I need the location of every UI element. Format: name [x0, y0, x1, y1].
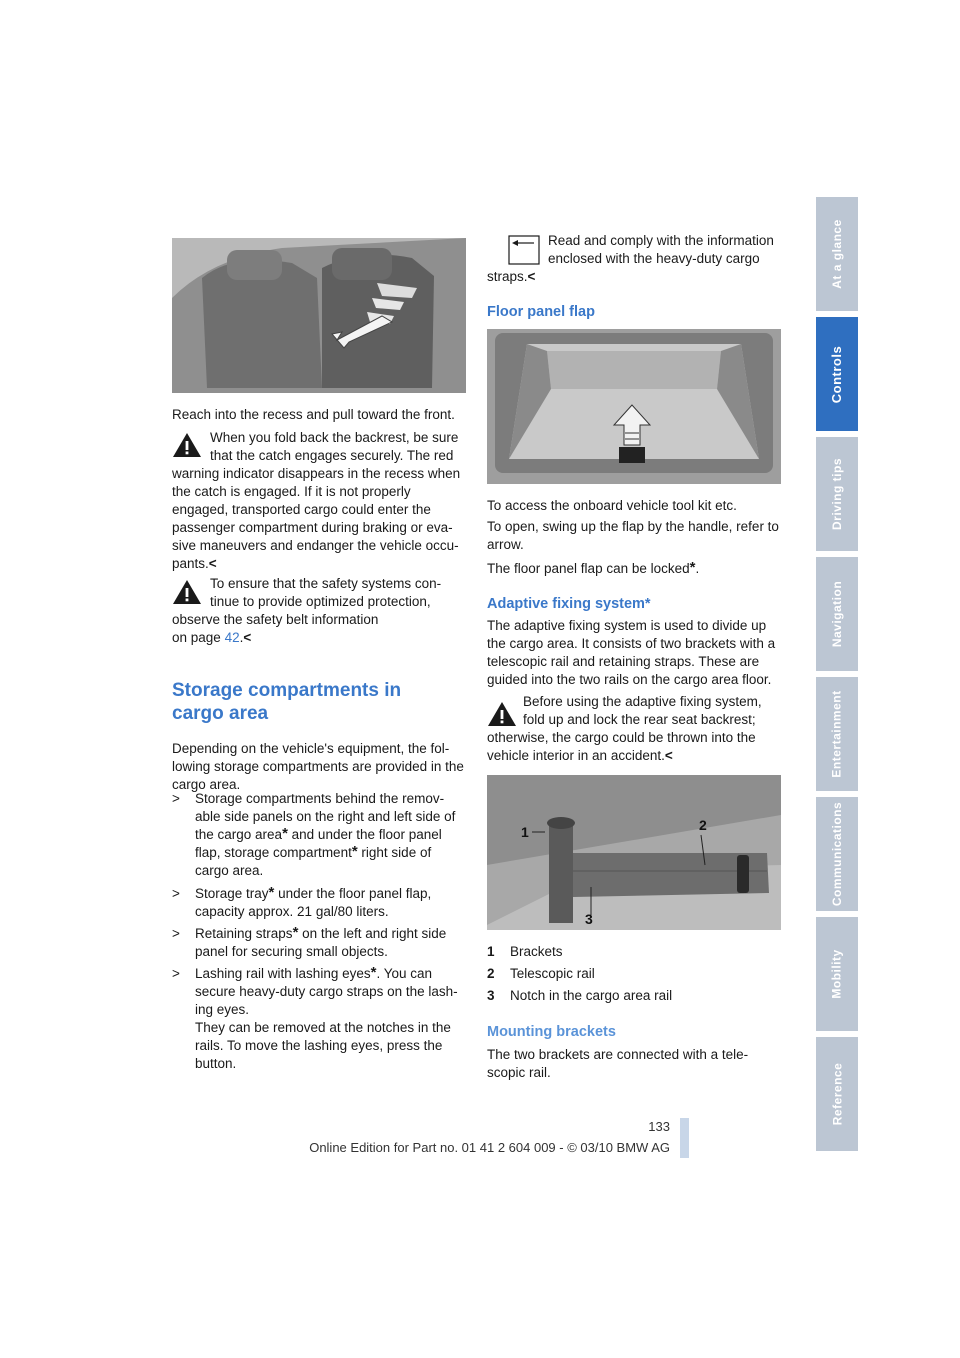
- note-line2: enclosed with the heavy-duty cargo: [548, 251, 760, 266]
- availability-star: *: [689, 559, 696, 576]
- tab-reference[interactable]: [816, 1037, 858, 1154]
- period: .: [239, 630, 244, 645]
- bullet-marker: >: [172, 791, 180, 806]
- tab-label: At a glance: [830, 219, 844, 289]
- tab-label: Navigation: [830, 580, 844, 648]
- list-text-part: . You can secure heavy-duty cargo straps on the lash-ing eyes.: [195, 966, 458, 1017]
- floor-text-3-main: The floor panel flap can be locked: [487, 561, 690, 576]
- list-text-part: Storage compartments behind the remov-able side panels on the right and left side of the cargo area: [195, 791, 456, 842]
- warning3-rest: otherwise, the cargo could be thrown into the vehicle interior in an accident.: [487, 730, 756, 763]
- note-body: [487, 268, 687, 286]
- availability-star: *: [268, 884, 275, 901]
- list-item-text: [195, 965, 462, 1019]
- note-arrow-icon: [508, 235, 540, 265]
- legend-number: 3: [487, 988, 495, 1003]
- tab-controls[interactable]: [816, 317, 858, 434]
- legend-item: [487, 987, 787, 1009]
- floor-panel-title: Floor panel flap: [487, 304, 595, 320]
- mounting-brackets-text: The two brackets are connected with a tele-scopic rail.: [487, 1047, 749, 1080]
- bullet-marker: >: [172, 926, 180, 941]
- list-text-part: Retaining straps: [195, 926, 293, 941]
- end-mark: <: [208, 556, 217, 571]
- list-text-part: right side of cargo area.: [195, 845, 432, 878]
- callout-3: 3: [585, 911, 593, 927]
- tab-driving-tips[interactable]: [816, 437, 858, 554]
- list-item-text: [195, 925, 462, 961]
- warning-triangle-icon: [171, 431, 203, 459]
- warning1-line2: that the catch engages securely. The red: [210, 448, 454, 463]
- legend-label: Brackets: [510, 944, 563, 959]
- warning1-body: [172, 465, 468, 573]
- callout-2: 2: [699, 817, 707, 833]
- warning-triangle-icon: [486, 700, 518, 728]
- tab-label: Mobility: [830, 949, 845, 999]
- rear-seat-photo: [172, 238, 466, 393]
- section-intro: Depending on the vehicle's equipment, the fol-lowing storage compartments are provided in the cargo area.: [172, 741, 464, 792]
- end-mark: <: [664, 748, 673, 763]
- warning2-line2: tinue to provide optimized protection,: [210, 594, 431, 609]
- brackets-photo: [487, 775, 781, 930]
- legend-number: 2: [487, 966, 495, 981]
- warning3-body: [487, 729, 783, 765]
- page-link-42[interactable]: 42: [224, 630, 240, 645]
- availability-star: *: [282, 825, 288, 842]
- availability-star: *: [292, 924, 299, 941]
- list-text-part: on the left and right side panel for securing small objects.: [195, 926, 447, 959]
- list-item-text: [195, 885, 462, 921]
- rear-seat-illustration: [172, 238, 466, 393]
- legend-list: [487, 943, 787, 1009]
- warning1-line1: When you fold back the backrest, be sure: [210, 430, 459, 445]
- page-number: 133: [648, 1119, 670, 1134]
- period: .: [695, 561, 700, 576]
- end-mark: <: [527, 269, 536, 284]
- tab-label: Driving tips: [830, 457, 845, 531]
- adaptive-fixing-text: The adaptive fixing system is used to divide up the cargo area. It consists of two brackets with a telescopic rail and retaining straps. These are guided into the two rails on the cargo area floor.: [487, 618, 776, 687]
- tab-entertainment[interactable]: [816, 677, 858, 794]
- tab-label: Reference: [830, 1062, 844, 1126]
- adaptive-fixing-title: Adaptive fixing system*: [487, 596, 651, 612]
- floor-text-1: To access the onboard vehicle tool kit etc.: [487, 498, 737, 513]
- warning3-line1: Before using the adaptive fixing system,: [523, 694, 762, 709]
- end-mark: <: [243, 630, 252, 645]
- legend-item: [487, 965, 787, 987]
- mounting-brackets-title: Mounting brackets: [487, 1024, 616, 1040]
- legend-label: Notch in the cargo area rail: [510, 988, 673, 1003]
- availability-star: *: [370, 964, 377, 981]
- warning3-line2: fold up and lock the rear seat backrest;: [523, 712, 756, 727]
- legend-label: Telescopic rail: [510, 966, 595, 981]
- list-text-part: under the floor panel flap, capacity approx. 21 gal/80 liters.: [195, 886, 432, 919]
- legend-number: 1: [487, 944, 495, 959]
- section-title-line1: Storage compartments in: [172, 680, 402, 701]
- section-title-line2: cargo area: [172, 703, 269, 724]
- list-text-part: and under the floor panel flap, storage compartment: [195, 827, 442, 860]
- legend-item: [487, 943, 787, 965]
- brackets-illustration: [487, 775, 781, 930]
- warning2-rest: observe the safety belt information on page: [172, 612, 379, 645]
- tab-label: Communications: [830, 801, 844, 907]
- list-text-part: Storage tray: [195, 886, 269, 901]
- edition-line: Online Edition for Part no. 01 41 2 604 009 - © 03/10 BMW AG: [309, 1140, 670, 1155]
- list-item: [172, 885, 462, 921]
- footer-marker: [680, 1118, 689, 1158]
- tab-at-a-glance[interactable]: [816, 197, 858, 314]
- list-item: [172, 965, 462, 1073]
- floor-text-2: To open, swing up the flap by the handle, refer to arrow.: [487, 519, 779, 552]
- bullet-marker: >: [172, 966, 180, 981]
- cargo-area-photo: [487, 329, 781, 484]
- note-line1: Read and comply with the information: [548, 233, 774, 248]
- tab-communications[interactable]: [816, 797, 858, 914]
- warning1-rest: warning indicator disappears in the recess when the catch is engaged. If it is not properly engaged, transported cargo could enter the passenger compartment during braking or eva-sive maneuvers and endanger the vehicle occu-pants.: [172, 466, 461, 571]
- tab-label: Controls: [829, 345, 845, 403]
- list-item: [172, 925, 462, 961]
- list-text-part: Lashing rail with lashing eyes: [195, 966, 371, 981]
- warning2-body: [172, 611, 397, 647]
- cargo-area-illustration: [487, 329, 781, 484]
- tab-mobility[interactable]: [816, 917, 858, 1034]
- floor-text-3: [487, 560, 787, 578]
- list-item: [172, 790, 462, 880]
- tab-navigation[interactable]: [816, 557, 858, 674]
- availability-star: *: [351, 843, 358, 860]
- callout-1: 1: [521, 824, 529, 840]
- bullet-marker: >: [172, 886, 180, 901]
- list-item-text: [195, 790, 462, 880]
- warning2-line1: To ensure that the safety systems con-: [210, 576, 442, 591]
- warning-triangle-icon: [171, 578, 203, 606]
- note-rest: straps.: [487, 269, 528, 284]
- list-item-extra: They can be removed at the notches in the rails. To move the lashing eyes, press the button.: [195, 1020, 451, 1071]
- intro-text: Reach into the recess and pull toward the front.: [172, 407, 455, 422]
- tab-label: Entertainment: [830, 690, 844, 778]
